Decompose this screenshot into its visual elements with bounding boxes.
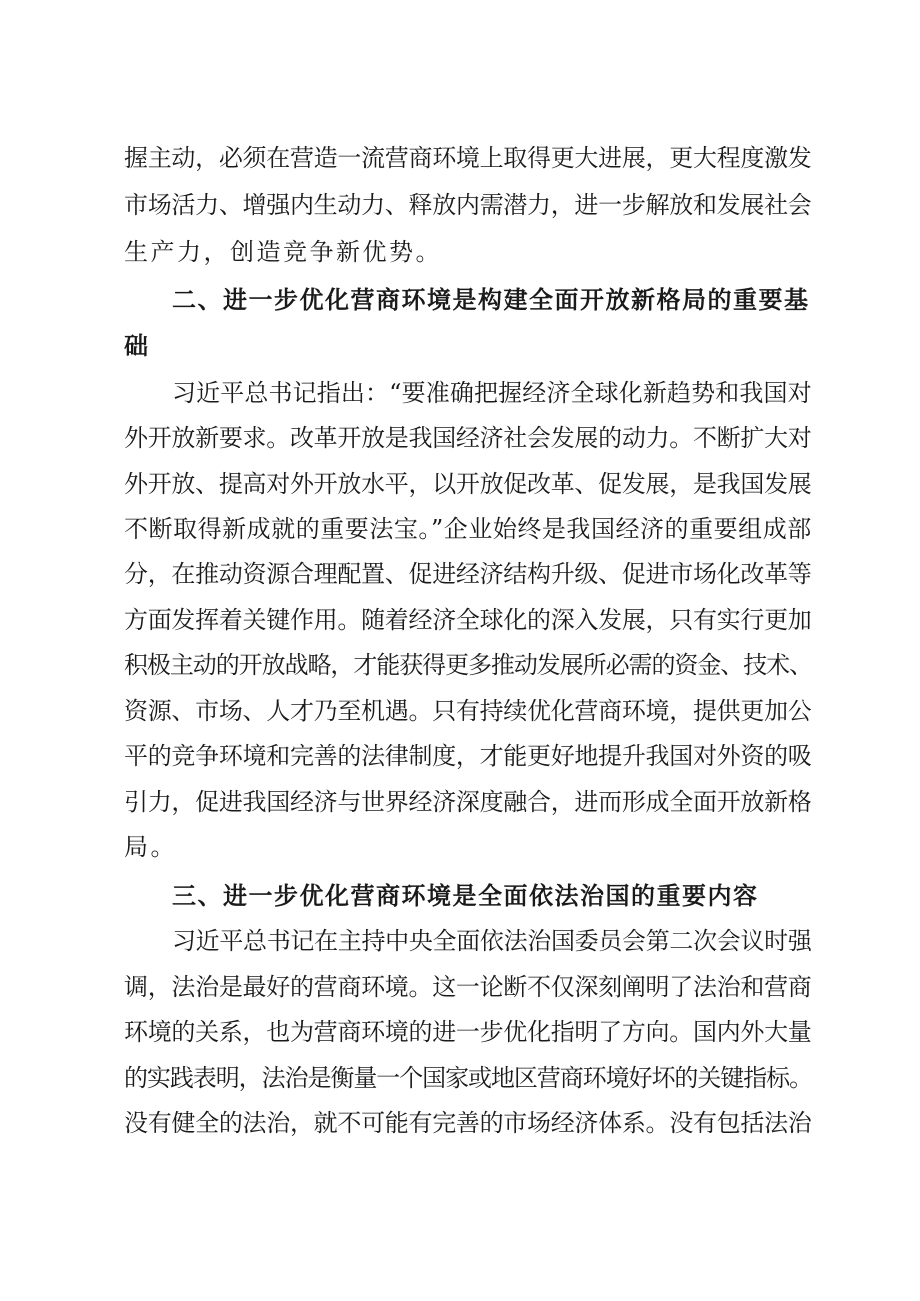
section-heading-2-continuation: 础: [124, 332, 150, 360]
paragraph-line: 市场活力、增强内生动力、释放内需潜力，进一步解放和发展社会: [124, 191, 812, 219]
paragraph-line: 分，在推动资源合理配置、促进经济结构升级、促进市场化改革等: [124, 560, 812, 588]
section-heading-3: 三、进一步优化营商环境是全面依法治国的重要内容: [172, 882, 759, 910]
paragraph-line: 积极主动的开放战略，才能获得更多推动发展所必需的资金、技术、: [124, 651, 812, 679]
paragraph-line: 方面发挥着关键作用。随着经济全球化的深入发展，只有实行更加: [124, 606, 812, 634]
paragraph-line: 习近平总书记在主持中央全面依法治国委员会第二次会议时强: [172, 927, 812, 955]
paragraph-line: 平的竞争环境和完善的法律制度，才能更好地提升我国对外资的吸: [124, 742, 812, 770]
paragraph-line: 外开放、提高对外开放水平，以开放促改革、促发展，是我国发展: [124, 470, 812, 498]
paragraph-line: 调，法治是最好的营商环境。这一论断不仅深刻阐明了法治和营商: [124, 973, 812, 1001]
section-heading-2: 二、进一步优化营商环境是构建全面开放新格局的重要基: [172, 286, 810, 314]
paragraph-line: 局。: [124, 833, 177, 861]
paragraph-line: 的实践表明，法治是衡量一个国家或地区营商环境好坏的关键指标。: [124, 1064, 812, 1092]
paragraph-line: 没有健全的法治，就不可能有完善的市场经济体系。没有包括法治: [124, 1109, 812, 1137]
paragraph-line: 外开放新要求。改革开放是我国经济社会发展的动力。不断扩大对: [124, 424, 812, 452]
paragraph-line: 握主动，必须在营造一流营商环境上取得更大进展，更大程度激发: [124, 144, 812, 172]
paragraph-line: 生产力，创造竞争新优势。: [124, 238, 442, 266]
paragraph-line: 环境的关系，也为营商环境的进一步优化指明了方向。国内外大量: [124, 1018, 812, 1046]
paragraph-line: 不断取得新成就的重要法宝。”企业始终是我国经济的重要组成部: [124, 515, 812, 543]
paragraph-line: 引力，促进我国经济与世界经济深度融合，进而形成全面开放新格: [124, 788, 812, 816]
paragraph-line: 习近平总书记指出：“要准确把握经济全球化新趋势和我国对: [172, 379, 812, 407]
paragraph-line: 资源、市场、人才乃至机遇。只有持续优化营商环境，提供更加公: [124, 697, 812, 725]
